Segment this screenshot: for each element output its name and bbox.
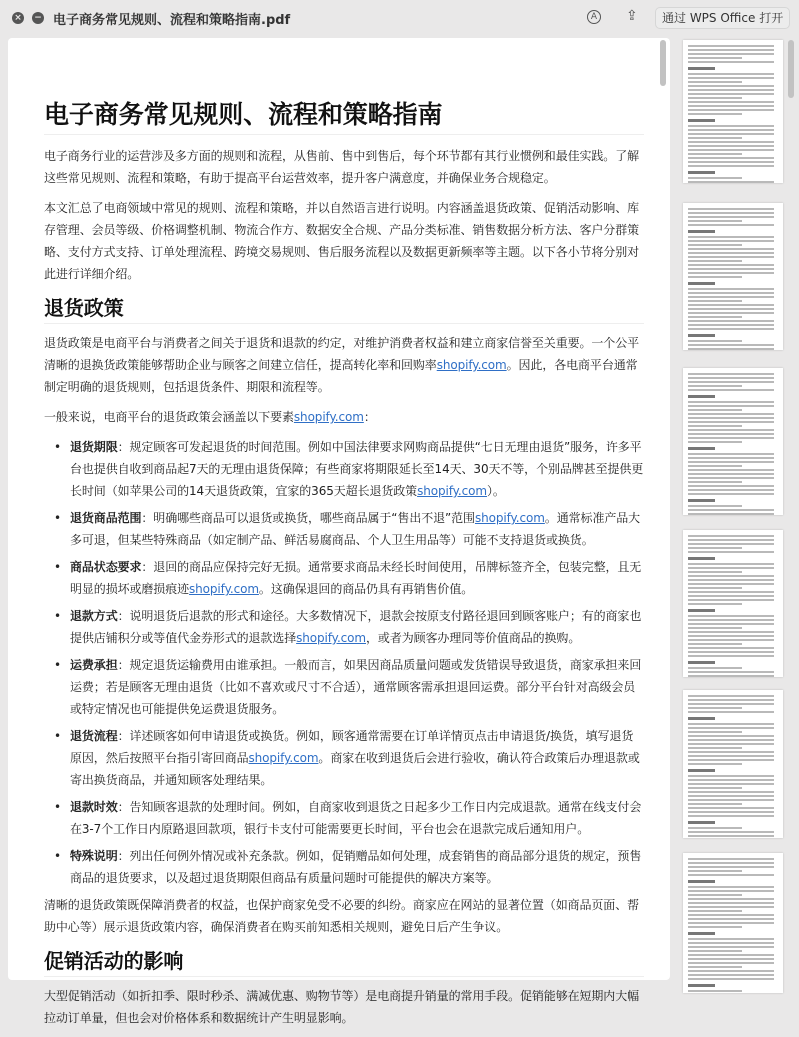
window-title: 电子商务常见规则、流程和策略指南.pdf (53, 13, 291, 28)
text: 一般来说，电商平台的退货政策会涵盖以下要素 (44, 410, 294, 424)
item-text: ：规定顾客可发起退货的时间范围。例如中国法律要求网购商品提供“七日无理由退货”服务，许多平台也提供自收到商品起7天的无理由退货保障；有些商家将期限延长至14天、30天不等，个别品牌甚至提供更长时间（如苹果公司的14天退货政策，宜家的365天超长退货政策 (70, 440, 644, 498)
item-term: 退款时效 (70, 800, 118, 814)
shopify-link[interactable]: shopify.com (436, 358, 507, 372)
list-item (70, 654, 644, 720)
page-thumbnail[interactable] (683, 530, 783, 677)
returns-paragraph-2 (44, 406, 644, 428)
item-text: ：退回的商品应保持完好无损。通常要求商品未经长时间使用，吊牌标签齐全，包装完整，且无明显的损坏或磨损痕迹 (70, 560, 642, 596)
item-text: ：告知顾客退款的处理时间。例如，自商家收到退货之日起多少工作日内完成退款。通常在线支付会在3-7个工作日内原路退回款项，银行卡支付可能需要更长时间，平台也会在退款完成后通知用户。 (70, 800, 642, 836)
item-text: ：说明退货后退款的形式和途径。大多数情况下，退款会按原支付路径退回到顾客账户；有的商家也提供店铺积分或等值代金券形式的退款选择 (70, 609, 642, 645)
text: 。因此，各电商平台通常制定明确的退货规则，包括退货条件、期限和流程等。 (44, 358, 638, 394)
text: 退货政策是电商平台与消费者之间关于退货和退款的约定，对维护消费者权益和建立商家信誉至关重要。一个公平清晰的退换货政策能够帮助企业与顾客之间建立信任，提高转化率和回购率 (44, 336, 640, 372)
close-icon[interactable]: × (12, 12, 24, 24)
item-term: 运费承担 (70, 658, 118, 672)
returns-paragraph-1 (44, 332, 644, 398)
item-text: 。商家在收到退货后会进行验收，确认符合政策后办理退款或寄出换货商品，并通知顾客处理结果。 (70, 751, 640, 787)
open-with-wps-button[interactable]: 通过 WPS Office 打开 (655, 7, 790, 29)
list-item (70, 845, 644, 889)
section-heading-promotions: 促销活动的影响 (44, 946, 644, 977)
list-item (70, 556, 644, 600)
item-text: ）。 (486, 484, 505, 498)
document-title: 电子商务常见规则、流程和策略指南 (44, 98, 644, 135)
list-item (70, 725, 644, 791)
shopify-link[interactable]: shopify.com (417, 484, 487, 498)
list-item (70, 796, 644, 840)
document-content (44, 98, 644, 1037)
item-text: ，或者为顾客办理同等价值商品的换购。 (366, 631, 581, 645)
intro-paragraph-2: 本文汇总了电商领域中常见的规则、流程和策略，并以自然语言进行说明。内容涵盖退货政策、促销活动影响、库存管理、会员等级、价格调整机制、物流合作方、数据安全合规、产品分类标准、销售数据分析方法、客户分群策略、支付方式支持、订单处理流程、跨境交易规则、售后服务流程以及数据更新频率等主题。以下各小节将分别对此进行详细介绍。 (44, 201, 640, 281)
thumbnail-scrollbar[interactable] (788, 40, 794, 98)
title-bar (0, 0, 799, 36)
item-term: 退货流程 (70, 729, 118, 743)
thumbnail-sidebar (676, 38, 799, 986)
item-text: 。这确保退回的商品仍具有再销售价值。 (258, 582, 474, 596)
item-term: 特殊说明 (70, 849, 118, 863)
item-text: ：规定退货运输费用由谁承担。一般而言，如果因商品质量问题或发货错误导致退货，商家承担来回运费；若是顾客无理由退货（比如不喜欢或尺寸不合适），通常顾客需承担退回运费。部分平台针对高级会员或特定情况也可能提供免运费退货服务。 (70, 658, 642, 716)
item-term: 退货期限 (70, 440, 118, 454)
intro-paragraph-1: 电子商务行业的运营涉及多方面的规则和流程，从售前、售中到售后，每个环节都有其行业惯例和最佳实践。了解这些常见规则、流程和策略，有助于提高平台运营效率，提升客户满意度，并确保业务合规稳定。 (44, 149, 640, 185)
section-heading-returns: 退货政策 (44, 293, 644, 324)
shopify-link[interactable]: shopify.com (248, 751, 319, 765)
page-thumbnail[interactable] (683, 40, 783, 183)
item-text: ：列出任何例外情况或补充条款。例如，促销赠品如何处理，成套销售的商品部分退货的规定，预售商品的退货要求，以及超过退货期限但商品有质量问题时可能提供的解决方案等。 (70, 849, 642, 885)
text: ： (363, 410, 376, 424)
item-text: ：详述顾客如何申请退货或换货。例如，顾客通常需要在订单详情页点击申请退货/换货，填写退货原因，然后按照平台指引寄回商品 (70, 729, 634, 765)
pdf-page (8, 38, 670, 1025)
markup-icon[interactable]: A (587, 10, 601, 24)
page-thumbnail[interactable] (683, 368, 783, 515)
scrollbar[interactable] (660, 40, 666, 86)
shopify-link[interactable]: shopify.com (474, 511, 545, 525)
item-text: 。通常标准产品大多可退，但某些特殊商品（如定制产品、鲜活易腐商品、个人卫生用品等）可能不支持退货或换货。 (70, 511, 641, 547)
item-term: 商品状态要求 (70, 560, 142, 574)
minimize-icon[interactable]: − (32, 12, 44, 24)
item-term: 退款方式 (70, 609, 118, 623)
item-text: ：明确哪些商品可以退货或换货，哪些商品属于“售出不退”范围 (141, 511, 475, 525)
shopify-link[interactable]: shopify.com (189, 582, 259, 596)
share-icon[interactable]: ⇪ (626, 8, 638, 24)
shopify-link[interactable]: shopify.com (296, 631, 367, 645)
promotions-paragraph-1: 大型促销活动（如折扣季、限时秒杀、满减优惠、购物节等）是电商提升销量的常用手段。促销能够在短期内大幅拉动订单量，但也会对价格体系和数据统计产生明显影响。 (44, 989, 640, 1025)
shopify-link[interactable]: shopify.com (293, 410, 364, 424)
list-item (70, 436, 644, 502)
list-item (70, 605, 644, 649)
page-thumbnail[interactable] (683, 690, 783, 838)
page-thumbnail[interactable] (683, 203, 783, 350)
returns-paragraph-3: 清晰的退货政策既保障消费者的权益，也保护商家免受不必要的纠纷。商家应在网站的显著位置（如商品页面、帮助中心等）展示退货政策内容，确保消费者在购买前知悉相关规则，避免日后产生争议。 (44, 898, 640, 934)
list-item (70, 507, 644, 551)
item-term: 退货商品范围 (70, 511, 142, 525)
page-thumbnail[interactable] (683, 853, 783, 993)
returns-elements-list (70, 436, 644, 889)
